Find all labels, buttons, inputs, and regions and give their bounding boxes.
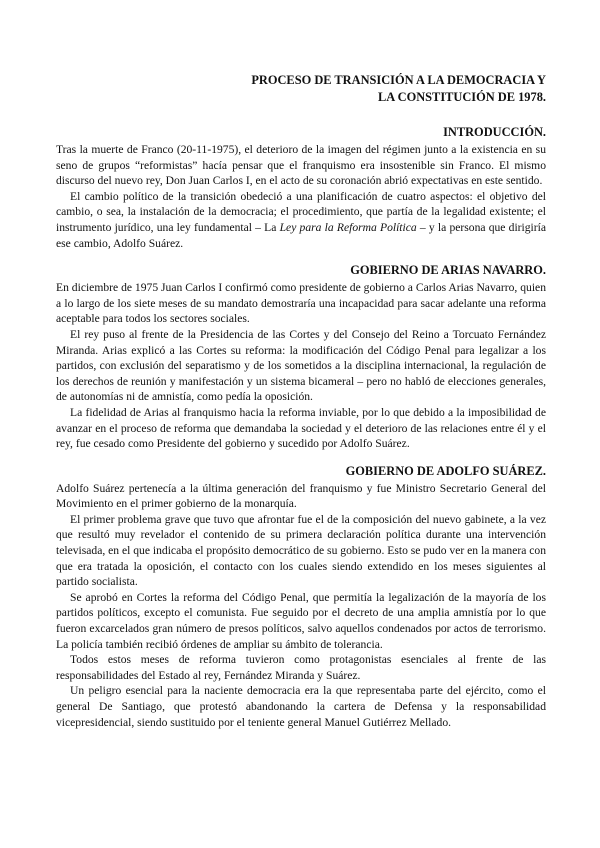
paragraph: Adolfo Suárez pertenecía a la última generación del franquismo y fue Ministro Secretario General del Movimiento en el primer gobierno de la monarquía. [56, 481, 546, 511]
paragraph: La fidelidad de Arias al franquismo hacia la reforma inviable, por lo que debido a la imposibilidad de avanzar en el proceso de reforma que demandaba la sociedad y el deterioro de las relaciones entre él y el rey, fue cesado como Presidente del gobierno y sucedido por Adolfo Suárez. [56, 405, 546, 451]
paragraph: El rey puso al frente de la Presidencia de las Cortes y del Consejo del Reino a Torcuato Fernández Miranda. Arias explicó a las Cortes su reforma: la modificación del Código Penal para legalizar a los partidos, con exclusión del separatismo y de los sometidos a la disciplina internacional, la regulación de los derechos de reunión y manifestación y un sistema bicameral – pero no habló de elecciones generales, de autonomías ni de amnistía, como pedía la oposición. [56, 327, 546, 404]
paragraph-text: – y la persona que dirigiría ese cambio, Adolfo Suárez. [56, 220, 546, 250]
law-title-italic: Ley para la Reforma Política [279, 220, 417, 234]
section-arias-navarro [56, 262, 546, 452]
paragraph: Tras la muerte de Franco (20-11-1975), el deterioro de la imagen del régimen junto a la existencia en su seno de grupos “reformistas” hacía pensar que el franquismo era insostenible sin Franco. El mismo discurso del nuevo rey, Don Juan Carlos I, en el acto de su coronación abrió expectativas en este sentido. [56, 143, 546, 188]
paragraph: En diciembre de 1975 Juan Carlos I confirmó como presidente de gobierno a Carlos Arias Navarro, quien a lo largo de los siete meses de su mandato demostraría una incapacidad para sacar adelante una reforma aceptable para todos los sectores sociales. [56, 281, 546, 326]
section-introduccion [56, 124, 546, 251]
title-line-2: LA CONSTITUCIÓN DE 1978. [378, 89, 546, 104]
section-adolfo-suarez [56, 463, 546, 731]
document-page [56, 72, 546, 730]
paragraph: El primer problema grave que tuvo que afrontar fue el de la composición del nuevo gabinete, a la vez que resultó muy revelador el contenido de su primera declaración política durante una intervención televisada, en el que indicaba el propósito democrático de su gobierno. Esto se pudo ver en la manera con que era tratada la oposición, el contacto con los cuales siendo extendido en los meses siguientes al partido socialista. [56, 512, 546, 589]
paragraph-text: El cambio político de la transición obedeció a una planificación de cuatro aspectos: el objetivo del cambio, o sea, la instalación de la democracia; el procedimiento, que partía de la legalidad existente; el instrumento jurídico, una ley fundamental – La [56, 189, 546, 234]
section-heading: GOBIERNO DE ADOLFO SUÁREZ. [345, 463, 546, 478]
document-title [56, 72, 546, 105]
section-heading: INTRODUCCIÓN. [443, 125, 546, 139]
paragraph: Un peligro esencial para la naciente democracia era la que representaba parte del ejército, como el general De Santiago, que protestó abandonando la cartera de Defensa y la responsabilidad vicepresidencial, siendo sustituido por el teniente general Manuel Gutiérrez Mellado. [56, 684, 546, 729]
title-line-1: PROCESO DE TRANSICIÓN A LA DEMOCRACIA Y [251, 73, 546, 87]
paragraph [56, 189, 546, 251]
paragraph: Todos estos meses de reforma tuvieron como protagonistas esenciales al frente de las responsabilidades del Estado al rey, Fernández Miranda y Suárez. [56, 653, 546, 682]
section-heading: GOBIERNO DE ARIAS NAVARRO. [350, 263, 546, 278]
paragraph: Se aprobó en Cortes la reforma del Código Penal, que permitía la legalización de la mayoría de los partidos políticos, excepto el comunista. Fue seguido por el decreto de una amplia amnistía por lo que fueron excarcelados gran número de presos políticos, salvo aquellos condenados por actos de terrorismo. La policía también recibió órdenes de ampliar su ámbito de tolerancia. [56, 590, 546, 651]
